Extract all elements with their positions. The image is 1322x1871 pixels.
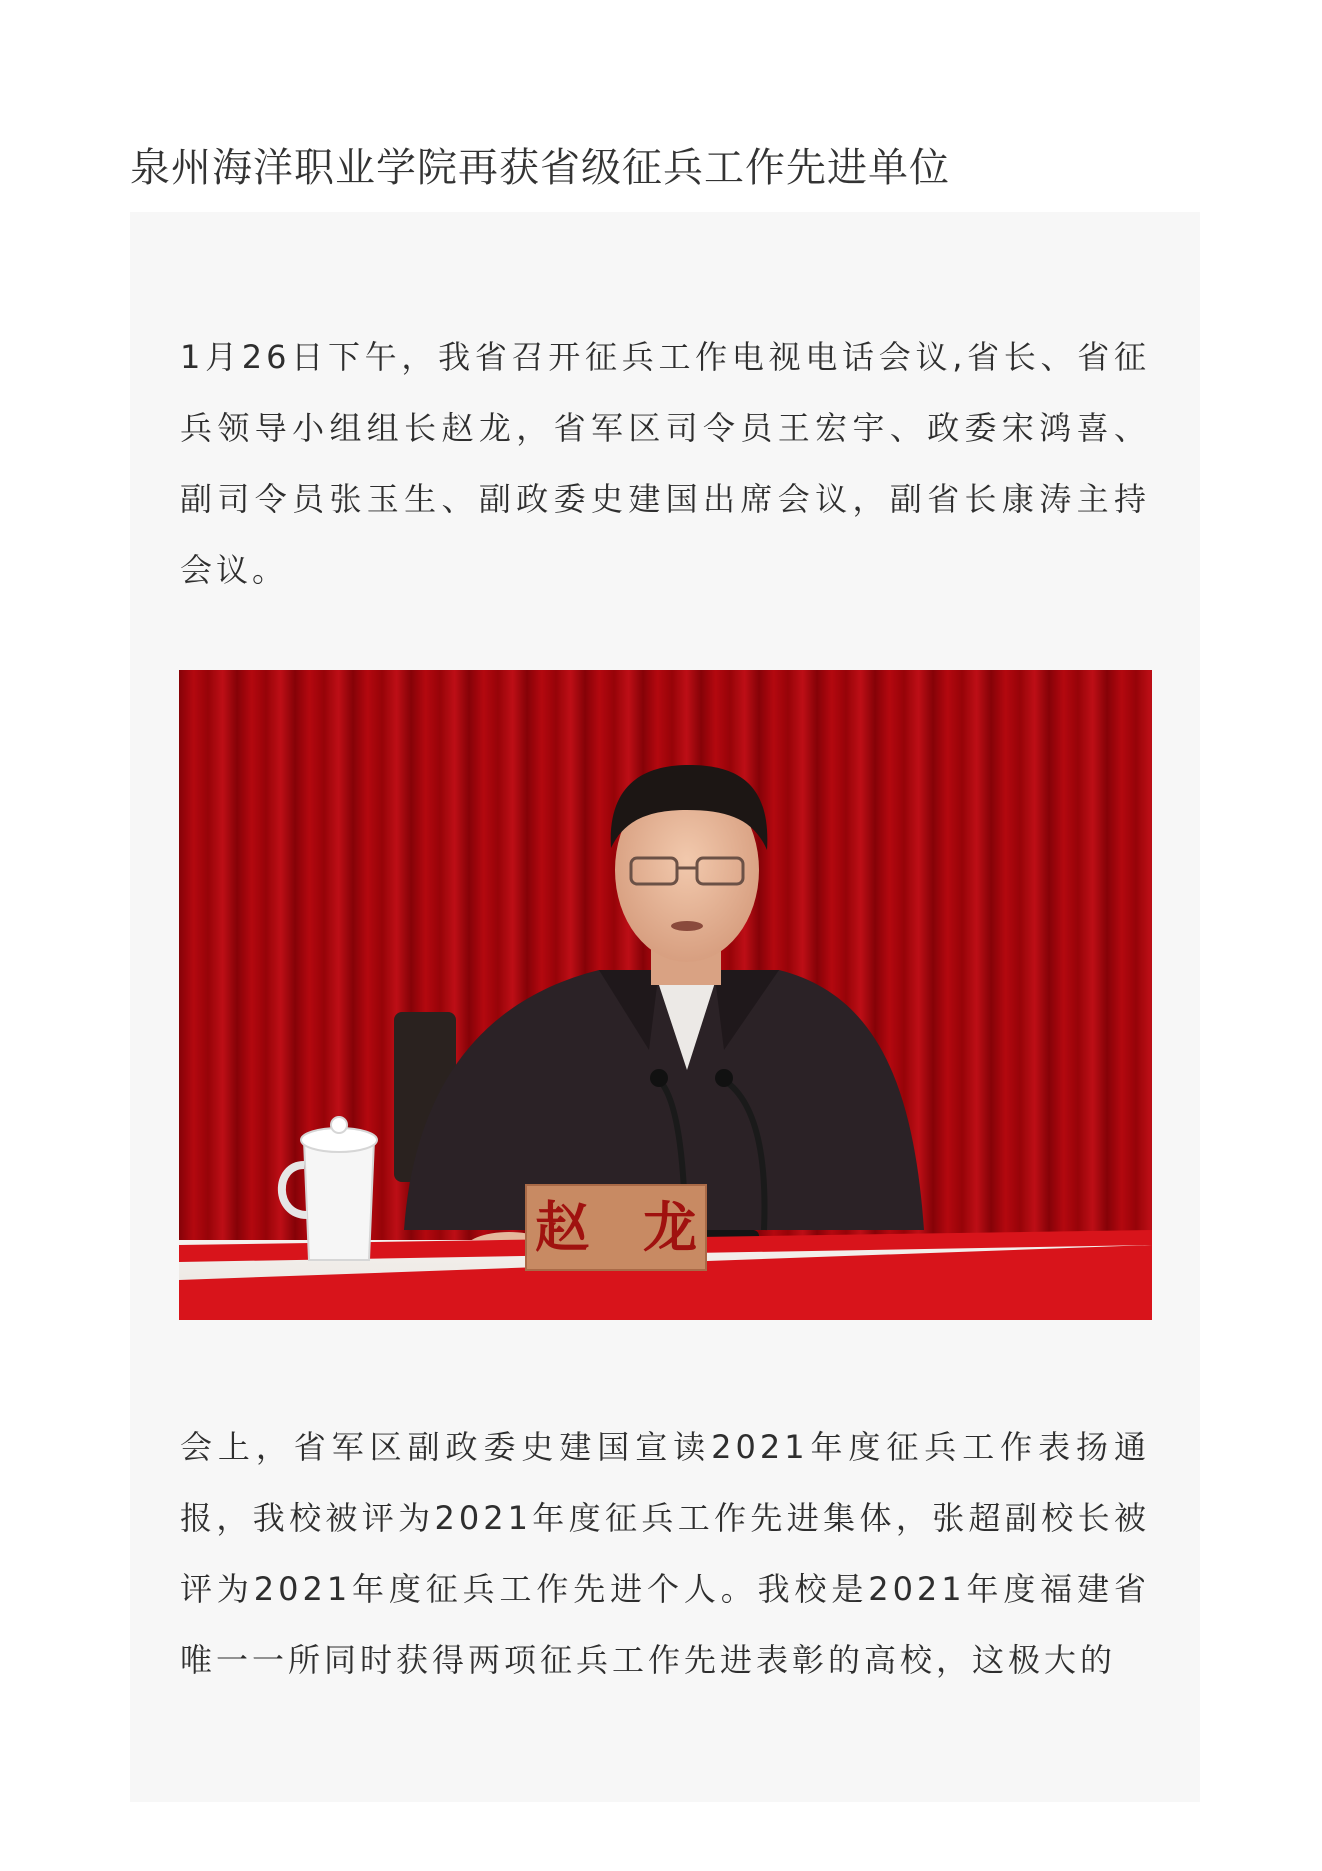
tea-cup [304,1140,374,1260]
article-paragraph-1: 1月26日下午，我省召开征兵工作电视电话会议,省长、省征兵领导小组组长赵龙，省军区司令员王宏宇、政委宋鸿喜、副司令员张玉生、副政委史建国出席会议，副省长康涛主持会议。 [180,338,1150,589]
article-photo [179,670,1152,1320]
page-title: 泉州海洋职业学院再获省级征兵工作先进单位 [130,145,950,191]
article-paragraph-2: 会上，省军区副政委史建国宣读2021年度征兵工作表扬通报，我校被评为2021年度征兵工作先进集体，张超副校长被评为2021年度征兵工作先进个人。我校是2021年度福建省唯一一所同时获得两项征兵工作先进表彰的高校，这极大的 [180,1428,1150,1679]
nameplate-text: 赵 龙 [535,1195,697,1259]
article-body [130,212,1200,1802]
